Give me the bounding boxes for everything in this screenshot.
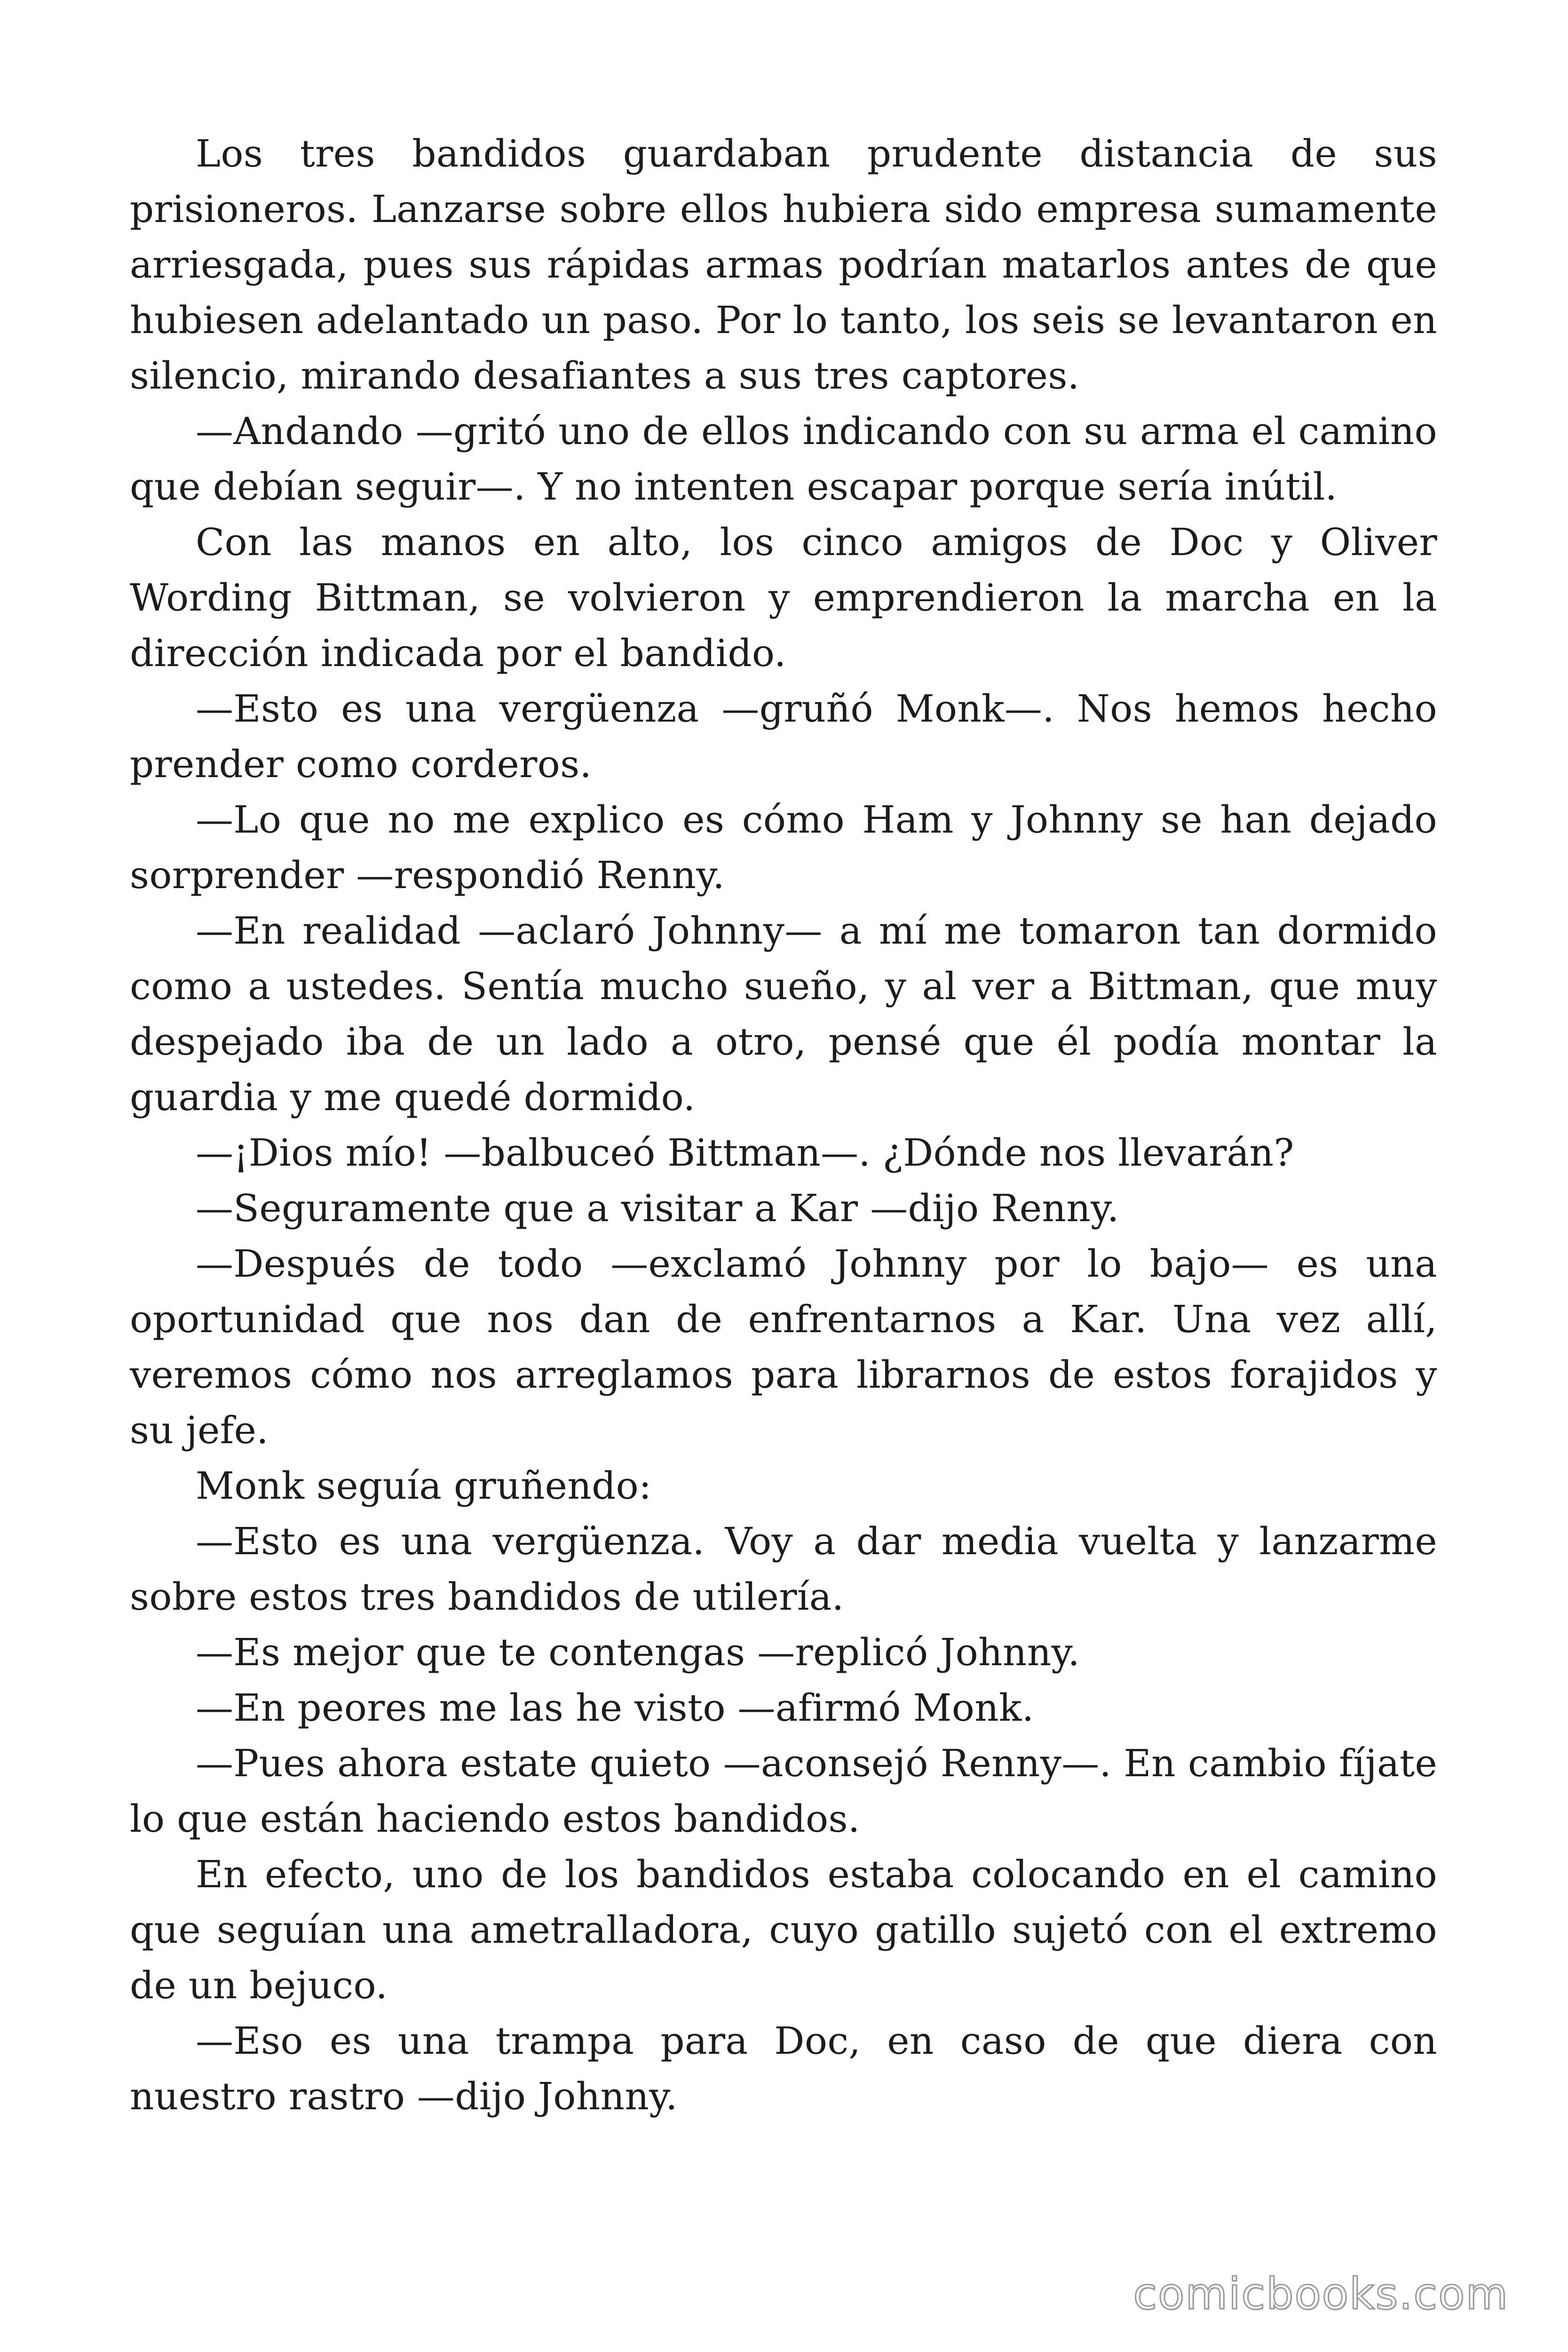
paragraph: —Seguramente que a visitar a Kar —dijo Renny. <box>196 1186 1119 1230</box>
page-body <box>130 126 1437 2124</box>
paragraph: En efecto, uno de los bandidos estaba colocando en el camino que seguían una ametralladora, cuyo gatillo sujetó con el extremo de un bejuco. <box>130 1852 1437 2007</box>
watermark-logo: comicbooks.com <box>1133 2269 1509 2319</box>
paragraph: —Lo que no me explico es cómo Ham y Johnny se han dejado sorprender —respondió Renny. <box>130 798 1437 897</box>
paragraph: —Eso es una trampa para Doc, en caso de que diera con nuestro rastro —dijo Johnny. <box>130 2019 1437 2118</box>
paragraph: —Después de todo —exclamó Johnny por lo bajo— es una oportunidad que nos dan de enfrentarnos a Kar. Una vez allí, veremos cómo nos arreglamos para librarnos de estos forajidos y su jefe. <box>130 1242 1437 1452</box>
paragraph: —¡Dios mío! —balbuceó Bittman—. ¿Dónde nos llevarán? <box>196 1131 1294 1175</box>
paragraph: —En realidad —aclaró Johnny— a mí me tomaron tan dormido como a ustedes. Sentía mucho sueño, y al ver a Bittman, que muy despejado iba de un lado a otro, pensé que él podía montar la guardia y me quedé dormido. <box>130 909 1437 1119</box>
paragraph: —Pues ahora estate quieto —aconsejó Renny—. En cambio fíjate lo que están haciendo estos bandidos. <box>130 1741 1437 1841</box>
paragraph: —En peores me las he visto —afirmó Monk. <box>196 1686 1034 1730</box>
paragraph: Monk seguía gruñendo: <box>196 1464 652 1508</box>
paragraph: —Es mejor que te contengas —replicó Johnny. <box>196 1630 1080 1674</box>
paragraph: —Esto es una vergüenza —gruñó Monk—. Nos hemos hecho prender como corderos. <box>130 687 1437 786</box>
paragraph: Con las manos en alto, los cinco amigos de Doc y Oliver Wording Bittman, se volvieron y emprendieron la marcha en la dirección indicada por el bandido. <box>130 520 1437 675</box>
paragraph: —Andando —gritó uno de ellos indicando con su arma el camino que debían seguir—. Y no intenten escapar porque sería inútil. <box>130 409 1437 509</box>
paragraph: —Esto es una vergüenza. Voy a dar media vuelta y lanzarme sobre estos tres bandidos de utilería. <box>130 1519 1437 1619</box>
paragraph: Los tres bandidos guardaban prudente distancia de sus prisioneros. Lanzarse sobre ellos hubiera sido empresa sumamente arriesgada, pues sus rápidas armas podrían matarlos antes de que hubiesen adelantado un paso. Por lo tanto, los seis se levantaron en silencio, mirando desafiantes a sus tres captores. <box>130 132 1437 397</box>
